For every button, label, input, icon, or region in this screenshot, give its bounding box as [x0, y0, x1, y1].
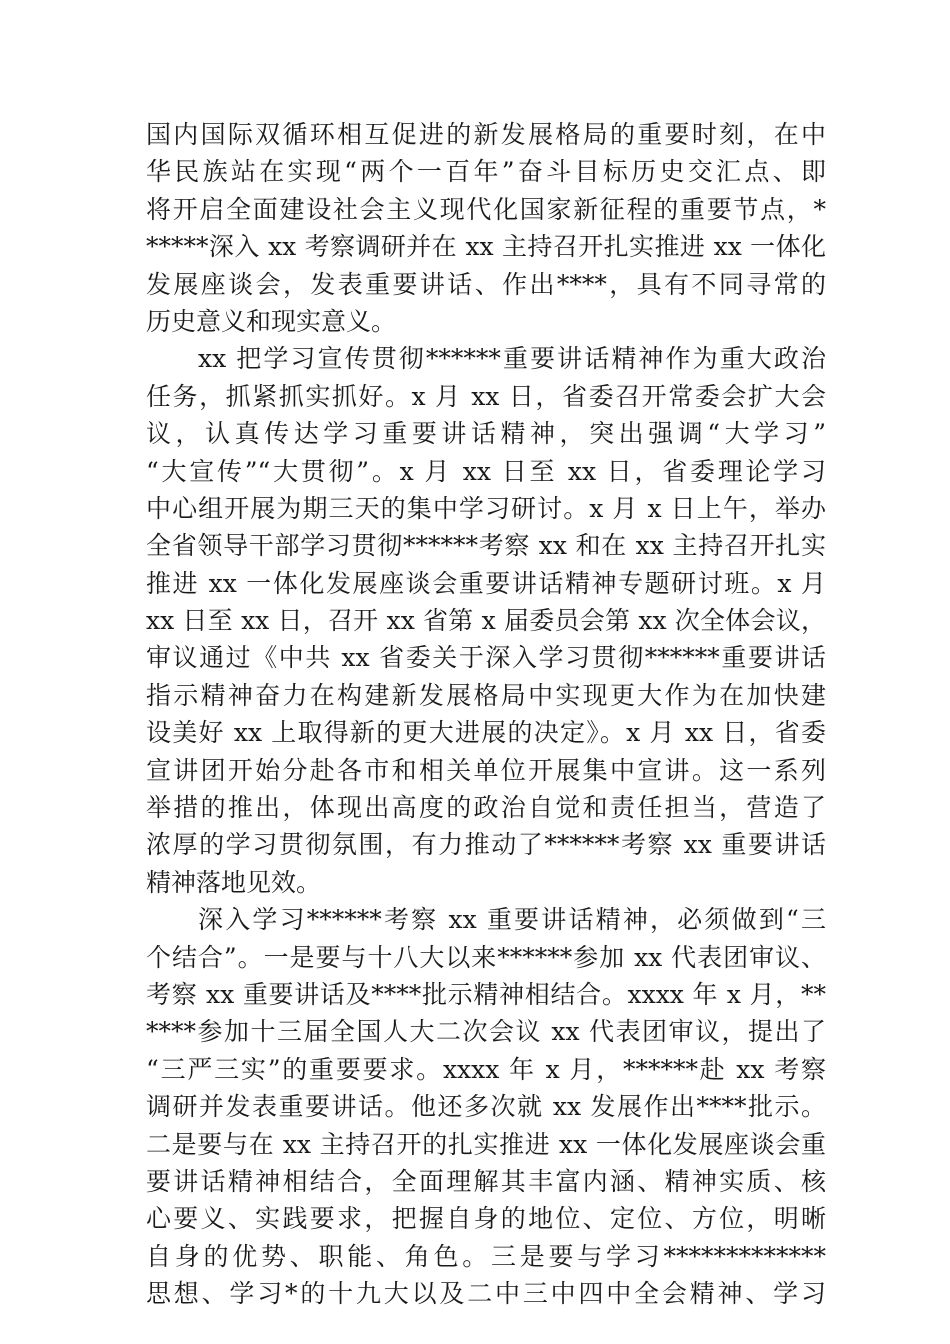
text-line: 调研并发表重要讲话。他还多次就 xx 发展作出****批示。: [146, 1092, 826, 1122]
text-line: 要讲话精神相结合，全面理解其丰富内涵、精神实质、核: [146, 1166, 826, 1196]
text-line: 精神落地见效。: [146, 867, 322, 897]
text-line: 国内国际双循环相互促进的新发展格局的重要时刻，在中: [146, 120, 826, 149]
paragraph-2: [146, 340, 826, 901]
text-line: 设美好 xx 上取得新的更大进展的决定》。x 月 xx 日，省委: [146, 718, 826, 748]
text-line: 议，认真传达学习重要讲话精神，突出强调“大学习”: [146, 419, 826, 449]
text-line: 中心组开展为期三天的集中学习研讨。x 月 x 日上午，举办: [146, 493, 826, 523]
text-line: 华民族站在实现“两个一百年”奋斗目标历史交汇点、即: [146, 157, 826, 187]
text-line: 二是要与在 xx 主持召开的扎实推进 xx 一体化发展座谈会重: [146, 1129, 826, 1159]
text-line: xx 把学习宣传贯彻******重要讲话精神作为重大政治: [198, 344, 826, 374]
text-line: ****参加十三届全国人大二次会议 xx 代表团审议，提出了: [146, 1017, 826, 1047]
document-body: [146, 116, 826, 1313]
text-line: 举措的推出，体现出高度的政治自觉和责任担当，营造了: [146, 793, 826, 823]
text-line: 历史意义和现实意义。: [146, 306, 397, 336]
text-line: xx 日至 xx 日，召开 xx 省第 x 届委员会第 xx 次全体会议，: [146, 606, 826, 636]
text-line: 自身的优势、职能、角色。三是要与学习*************: [146, 1241, 826, 1271]
text-line: 考察 xx 重要讲话及****批示精神相结合。xxxx 年 x 月，**: [146, 979, 826, 1009]
text-line: 推进 xx 一体化发展座谈会重要讲话精神专题研讨班。x 月: [146, 568, 826, 598]
text-line: 发展座谈会，发表重要讲话、作出****，具有不同寻常的: [146, 269, 826, 299]
text-line: 思想、学习*的十九大以及二中三中四中全会精神、学习: [146, 1279, 826, 1309]
paragraph-3: [146, 901, 826, 1312]
text-line: “大宣传”“大贯彻”。x 月 xx 日至 xx 日，省委理论学习: [146, 456, 826, 486]
text-line: 浓厚的学习贯彻氛围，有力推动了******考察 xx 重要讲话: [146, 830, 826, 860]
text-line: 心要义、实践要求，把握自身的地位、定位、方位，明晰: [146, 1204, 826, 1234]
text-line: 任务，抓紧抓实抓好。x 月 xx 日，省委召开常委会扩大会: [146, 381, 826, 411]
text-line: 宣讲团开始分赴各市和相关单位开展集中宣讲。这一系列: [146, 755, 826, 785]
text-line: *****深入 xx 考察调研并在 xx 主持召开扎实推进 xx 一体化: [146, 232, 826, 262]
paragraph-1: [146, 116, 826, 340]
text-line: 全省领导干部学习贯彻******考察 xx 和在 xx 主持召开扎实: [146, 531, 826, 561]
text-line: “三严三实”的重要要求。xxxx 年 x 月，******赴 xx 考察: [146, 1054, 826, 1084]
text-line: 将开启全面建设社会主义现代化国家新征程的重要节点，*: [146, 194, 826, 224]
text-line: 个结合”。一是要与十八大以来******参加 xx 代表团审议、: [146, 942, 826, 972]
text-line: 深入学习******考察 xx 重要讲话精神，必须做到“三: [198, 905, 826, 935]
text-line: 审议通过《中共 xx 省委关于深入学习贯彻******重要讲话: [146, 643, 826, 673]
text-line: 指示精神奋力在构建新发展格局中实现更大作为在加快建: [146, 680, 826, 710]
